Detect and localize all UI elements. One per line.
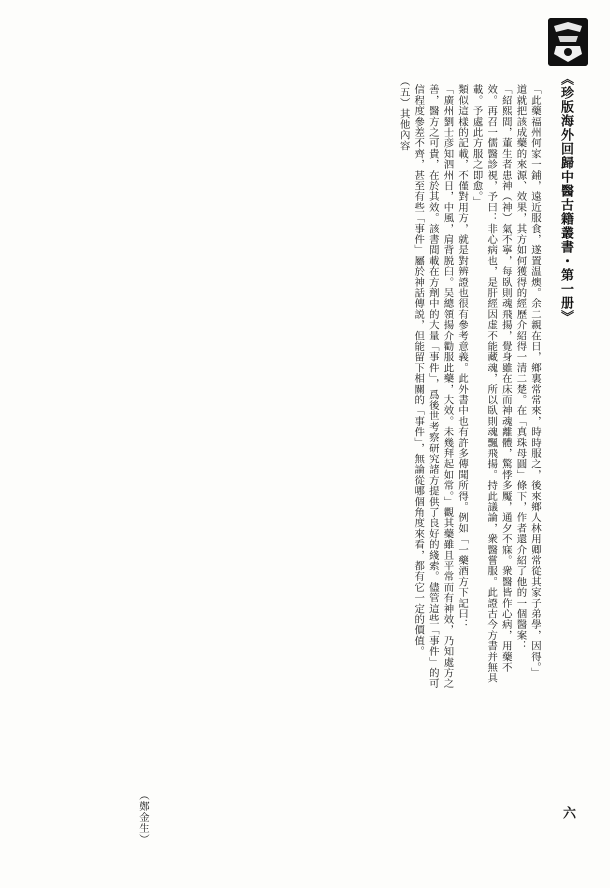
body-paragraph [328, 144, 542, 692]
quoted-paragraph: 「紹熙間，董生者患神（神）氣不寧，每臥則魂飛揚，覺身雖在床而神魂離體，驚悸多魘，通夕不寐。衆醫皆作心病，用藥不效。再召一儒醫診視，予曰：非心病也，是肝經因虚不能藏魂，所以臥則魂飄飛揚。持此議論，衆醫嘗服。此證古今方書并無具載。予處此方服之即愈。」 [470, 84, 512, 684]
quoted-paragraph: 類似這樣的記載，不僅對用方，就是對辨證也很有參考意義。此外書中也有許多傳聞所得。例如「一藥酒方下記曰： [456, 84, 469, 630]
quoted-paragraph: 道就把該成藥的來源、效果，其方如何獲得的經歷介紹得一清二楚。在「真珠母圓」條下，作者還介紹了他的一個醫案： [514, 84, 527, 652]
quoted-paragraph: 「此藥福州何家一鋪，遠近服食，遂置温燠。余二親在日，鄉裏常常來，時時服之，後來鄉人林用卿常從其家子弟學，因得。」 [529, 84, 541, 678]
quoted-paragraph: 「廣州劉士彦知泗州日，中風，肩背脱臼。吴總領揚介勸服此藥，大效。未幾拜起如常。」觀其藥雖且平常而有神效，乃知處方之善，醫方之可貴，在於其效。該書間載在方劑中的大量「事件」，爲後世考察研究諸方提供了良好的綫索。儘管這些「事件」的可信程度參差不齊，甚至有些「事件」屬於神話傳説，但能留下相關的「事件」，無論從哪個角度來看，都有它一定的價值。 [412, 84, 454, 689]
page-number: 六 [560, 806, 575, 819]
section-heading: （五）其他內容 [397, 76, 410, 151]
body-text [164, 72, 542, 692]
running-header-series-title: 《珍版海外回歸中醫古籍叢書・第一册》 [558, 72, 573, 324]
logo-emblem-icon [548, 18, 588, 66]
book-series-logo [548, 18, 588, 66]
author-signature: （鄭金生） [137, 790, 149, 845]
